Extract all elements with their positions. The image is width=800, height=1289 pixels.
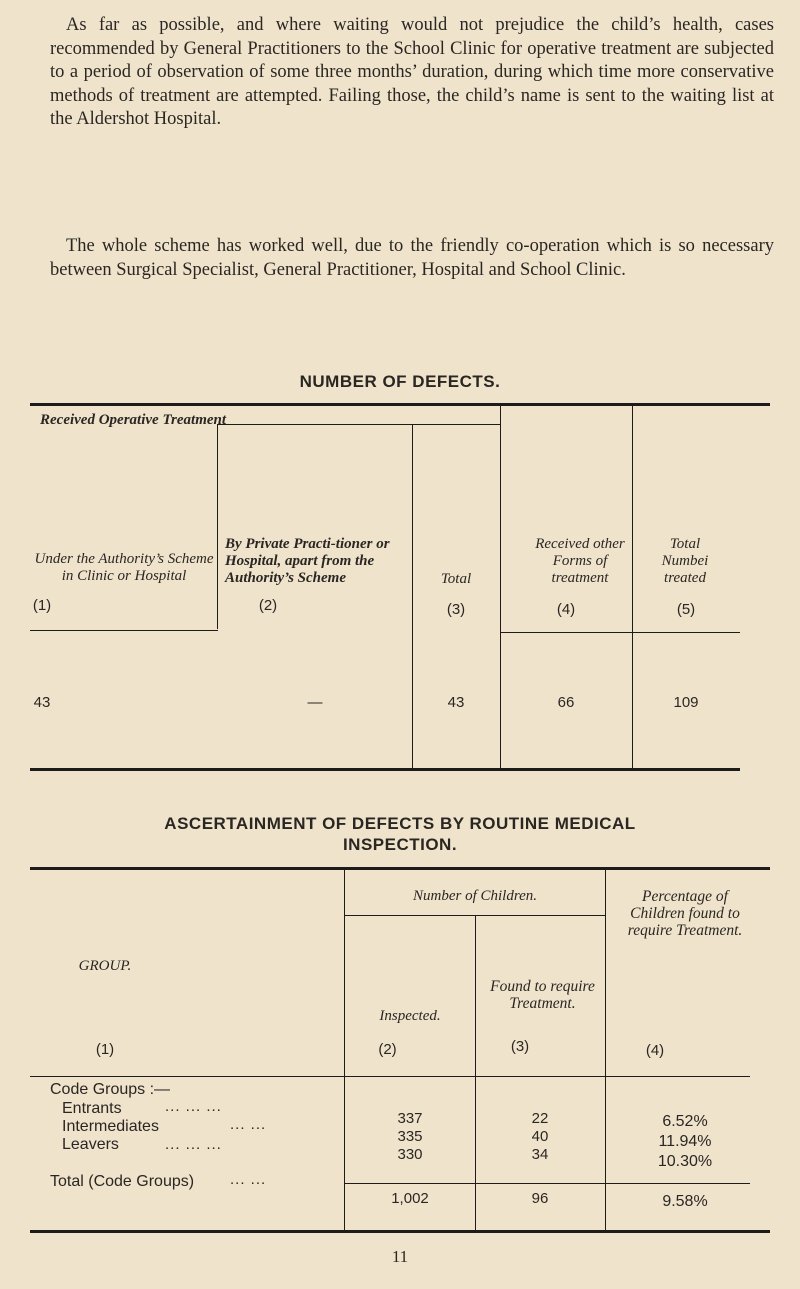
table1-col3-number: (3) bbox=[446, 601, 466, 618]
table2-bottom-rule bbox=[30, 1230, 770, 1233]
table2-total-rule bbox=[345, 1183, 750, 1184]
table2-vline-2 bbox=[475, 915, 476, 1230]
table1-col2-label: By Private Practi-tioner or Hospital, apart from the Authority’s Scheme bbox=[225, 536, 390, 586]
table1-vline-4 bbox=[632, 406, 633, 768]
table1-col1-label: Under the Authority’s Scheme in Clinic or Hospital bbox=[34, 551, 214, 584]
row-entrants-leader: ... ... ... bbox=[165, 1098, 222, 1115]
page-number: 11 bbox=[391, 1247, 409, 1266]
table1-col1-number: (1) bbox=[32, 597, 52, 614]
table1-col5-number: (5) bbox=[676, 601, 696, 618]
table1-vline-2 bbox=[412, 424, 413, 768]
table2-percentage-number: (4) bbox=[645, 1042, 665, 1059]
table1-bottom-rule bbox=[30, 768, 740, 771]
table1-header-rule-right bbox=[500, 632, 740, 633]
table1-top-rule bbox=[30, 403, 770, 406]
row-leavers-percentage: 10.30% bbox=[657, 1153, 713, 1170]
table2-found-label: Found to require Treatment. bbox=[490, 978, 595, 1012]
table1-cell-col3: 43 bbox=[447, 694, 465, 711]
row-leavers-found: 34 bbox=[531, 1146, 549, 1163]
row-intermediates-percentage: 11.94% bbox=[658, 1133, 712, 1150]
row-intermediates-found: 40 bbox=[531, 1128, 549, 1145]
row-total-group: Total (Code Groups) bbox=[50, 1173, 195, 1190]
table2-heading-line1: ASCERTAINMENT OF DEFECTS BY ROUTINE MEDICAL bbox=[164, 814, 636, 833]
table2-number-of-children-header: Number of Children. bbox=[412, 888, 538, 904]
paragraph-waiting-list: As far as possible, and where waiting would not prejudice the child’s health, cases recommended by General Practitioners to the School Clinic for operative treatment are subjected to a period of observation of some three months’ duration, during which time more conservative methods of treatment are attempted. Failing those, the child’s name is sent to the waiting list at the Aldershot Hospital. bbox=[50, 15, 774, 129]
row-entrants-found: 22 bbox=[531, 1110, 549, 1127]
code-groups-label: Code Groups :— bbox=[50, 1081, 171, 1098]
table1-col5-label: Total Numbei treated bbox=[661, 536, 709, 586]
table1-vline-3 bbox=[500, 406, 501, 768]
table1-heading: NUMBER OF DEFECTS. bbox=[299, 372, 501, 391]
table2-inspected-number: (2) bbox=[378, 1041, 397, 1058]
row-total-percentage: 9.58% bbox=[662, 1193, 708, 1210]
table1-header-rule-left bbox=[30, 630, 218, 631]
row-intermediates-inspected: 335 bbox=[397, 1128, 423, 1145]
row-intermediates-group: Intermediates bbox=[62, 1118, 159, 1135]
table2-group-label: GROUP. bbox=[78, 958, 132, 974]
table1-col2-number: (2) bbox=[258, 597, 278, 614]
row-total-found: 96 bbox=[531, 1190, 549, 1207]
row-leavers-leader: ... ... ... bbox=[165, 1136, 222, 1153]
row-entrants-inspected: 337 bbox=[397, 1110, 423, 1127]
table1-cell-col1: 43 bbox=[33, 694, 51, 711]
table2-top-rule bbox=[30, 867, 770, 870]
table1-col4-label: Received other Forms of treatment bbox=[535, 536, 625, 586]
table1-group-header: Received Operative Treatment bbox=[40, 412, 227, 428]
table2-header-rule bbox=[30, 1076, 750, 1077]
row-total-leader: ... ... bbox=[230, 1171, 267, 1188]
row-leavers-inspected: 330 bbox=[397, 1146, 423, 1163]
paragraph-scheme: The whole scheme has worked well, due to the friendly co-operation which is so necessary between Surgical Specialist, General Practitioner, Hospital and School Clinic. bbox=[50, 236, 774, 280]
table1-col4-number: (4) bbox=[556, 601, 576, 618]
row-total-inspected: 1,002 bbox=[391, 1190, 429, 1207]
table2-heading-line2: INSPECTION. bbox=[342, 835, 458, 854]
row-entrants-percentage: 6.52% bbox=[662, 1113, 708, 1130]
table1-cell-col5: 109 bbox=[673, 694, 699, 711]
table1-cell-col4: 66 bbox=[557, 694, 575, 711]
table2-found-number: (3) bbox=[510, 1038, 530, 1055]
row-entrants-group: Entrants bbox=[62, 1100, 122, 1117]
table1-cell-col2: — bbox=[307, 694, 323, 711]
table2-group-number: (1) bbox=[95, 1041, 115, 1058]
table2-percentage-label: Percentage of Children found to require Treatment. bbox=[627, 888, 743, 939]
row-intermediates-leader: ... ... bbox=[230, 1116, 267, 1133]
row-leavers-group: Leavers bbox=[62, 1136, 119, 1153]
table1-col3-label: Total bbox=[440, 571, 472, 587]
table2-inspected-label: Inspected. bbox=[379, 1008, 441, 1024]
